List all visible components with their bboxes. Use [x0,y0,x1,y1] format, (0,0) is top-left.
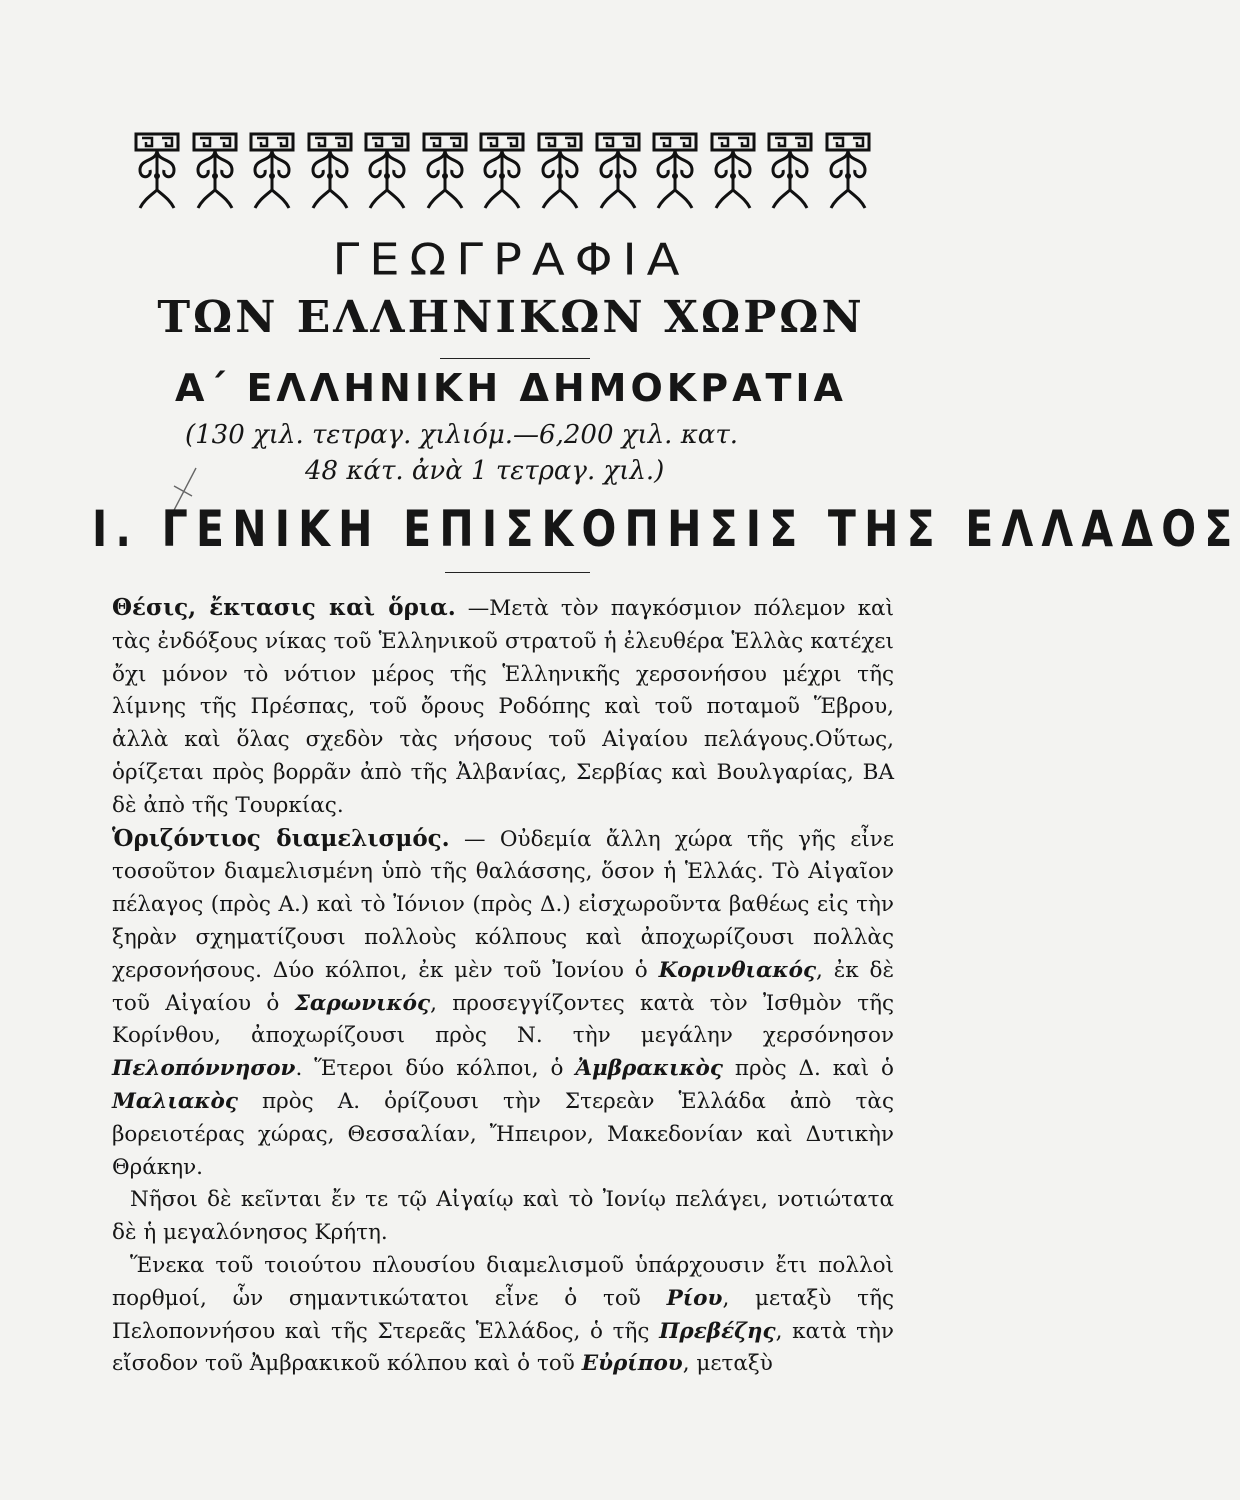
place-name: Ρίου [666,1285,723,1311]
section-heading: Ι. ΓΕΝΙΚΗ ΕΠΙΣΚΟΠΗΣΙΣ ΤΗΣ ΕΛΛΑΔΟΣ [91,500,1240,558]
text-run: πρὸς Α. ὁρίζουσι τὴν Στερεὰν Ἑλλάδα ἀπὸ τὰς βορειοτέρας χώρας, Θεσσαλίαν, Ἤπειρον, Μακεδονίαν καὶ Δυτικὴν Θράκην. [112,1088,894,1180]
place-name: Ἀμβρακικὸς [575,1056,723,1082]
place-name: Πρεβέζης [659,1318,776,1344]
statistics-note-line-1: (130 χιλ. τετραγ. χιλιόμ.—6,200 χιλ. κατ. [185,420,738,450]
place-name: Σαρωνικός [294,990,431,1016]
paragraph [112,1250,894,1381]
paragraph [112,1184,894,1250]
statistics-note-line-2: 48 κάτ. ἀνὰ 1 τετραγ. χιλ.) [305,456,665,486]
text-run: — Οὐδεμία ἄλλη χώρα τῆς γῆς εἶνε τοσοῦτον διαμελισμένη ὑπὸ τῆς θαλάσσης, ὅσον ἡ Ἑλλάς. Τὸ Αἰγαῖον πέλαγος (πρὸς Α.) καὶ τὸ Ἰόνιον (πρὸς Δ.) εἰσχωροῦντα βαθέως εἰς τὴν ξηρὰν σχηματίζουσι πολλοὺς κόλπους καὶ ἀποχωρίζουσι πολλὰς χερσονήσους. Δύο κόλποι, ἐκ μὲν τοῦ Ἰονίου ὁ [112,826,895,983]
text-run: . Ἕτεροι δύο κόλποι, ὁ [295,1056,576,1082]
place-name: Εὐρίπου [581,1351,683,1377]
ornament-border [130,130,875,210]
text-run: πρὸς Δ. καὶ ὁ [722,1056,894,1082]
fleuron-border-icon [533,130,587,210]
text-run: , μεταξὺ τῆς Πελοποννήσου καὶ τῆς Στερεᾶς Ἑλλάδος, ὁ τῆς [112,1285,894,1344]
fleuron-border-icon [418,130,472,210]
run-in-heading: Ὁριζόντιος διαμελισμός. [112,824,450,852]
place-name: Κορινθιακός [658,957,817,983]
fleuron-border-icon [360,130,414,210]
fleuron-border-icon [130,130,184,210]
text-run: Ἕνεκα τοῦ τοιούτου πλουσίου διαμελισμοῦ ὑπάρχουσιν ἔτι πολλοὶ πορθμοί, ὧν σημαντικώτατοι εἶνε ὁ τοῦ [112,1252,894,1311]
section-divider [445,572,590,573]
fleuron-border-icon [821,130,875,210]
fleuron-border-icon [188,130,242,210]
fleuron-border-icon [706,130,760,210]
fleuron-border-icon [245,130,299,210]
run-in-heading: Θέσις, ἔκτασις καὶ ὅρια. [112,594,456,621]
text-run: , ἐκ δὲ τοῦ Αἰγαίου ὁ [112,957,894,1016]
paragraph [112,592,894,823]
page-title: ΓΕΩΓΡΑΦΙΑ [332,234,690,286]
text-run: Νῆσοι δὲ κεῖνται ἔν τε τῷ Αἰγαίῳ καὶ τὸ Ἰονίῳ πελάγει, νοτιώτατα δὲ ἡ μεγαλόνησος Κρήτη. [112,1187,894,1246]
fleuron-border-icon [475,130,529,210]
text-run: , κατὰ τὴν εἴσοδον τοῦ Ἀμβρακικοῦ κόλπου καὶ ὁ τοῦ [112,1318,895,1377]
fleuron-border-icon [648,130,702,210]
page-subtitle-line: ΤΩΝ ΕΛΛΗΝΙΚΩΝ ΧΩΡΩΝ [157,292,865,343]
text-run: , προσεγγίζοντες κατὰ τὸν Ἰσθμὸν τῆς Κορίνθου, ἀποχωρίζουσι πρὸς Ν. τὴν μεγάλην χερσόνησον [112,990,895,1049]
fleuron-border-icon [591,130,645,210]
fleuron-border-icon [303,130,357,210]
paragraph [112,823,894,1185]
place-name: Πελοπόννησον [112,1056,296,1082]
body-text [112,592,894,1381]
fleuron-border-icon [763,130,817,210]
part-heading: Α΄ ΕΛΛΗΝΙΚΗ ΔΗΜΟΚΡΑΤΙΑ [175,366,847,410]
place-name: Μαλιακὸς [112,1088,238,1114]
text-run: , μεταξὺ [682,1351,773,1377]
text-run: —Μετὰ τὸν παγκόσμιον πόλεμον καὶ τὰς ἐνδόξους νίκας τοῦ Ἑλληνικοῦ στρατοῦ ἡ ἐλευθέρα Ἑλλὰς κατέχει ὄχι μόνον τὸ νότιον μέρος τῆς Ἑλληνικῆς χερσονήσου μέχρι τῆς λίμνης τῆς Πρέσπας, τοῦ ὄρους Ροδόπης καὶ τοῦ ποταμοῦ Ἕβρου, ἀλλὰ καὶ ὅλας σχεδὸν τὰς νήσους τοῦ Αἰγαίου πελάγους.Οὕτως, ὁρίζεται πρὸς βορρᾶν ἀπὸ τῆς Ἀλβανίας, Σερβίας καὶ Βουλγαρίας, ΒΑ δὲ ἀπὸ τῆς Τουρκίας. [112,596,894,818]
title-divider [440,358,590,359]
